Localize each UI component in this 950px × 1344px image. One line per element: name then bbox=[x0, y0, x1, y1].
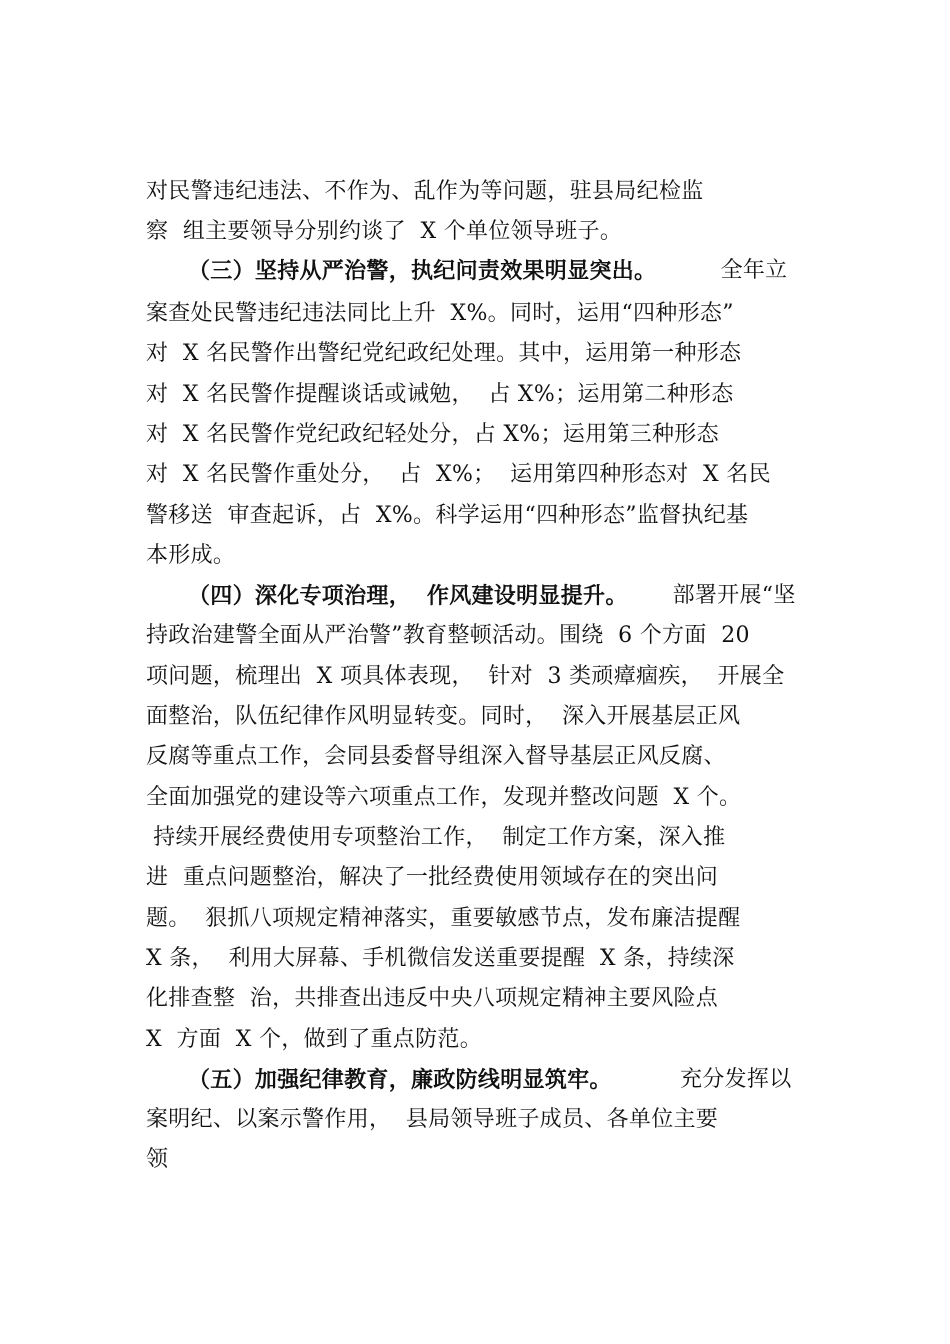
text-line: 持政治建警全面从严治警”教育整顿活动。围绕 6 个方面 20 bbox=[146, 623, 750, 648]
text-line: 部署开展“坚 bbox=[658, 583, 796, 608]
text-line: 反腐等重点工作，会同县委督导组深入督导基层正风反腐、 bbox=[146, 744, 726, 769]
text-line: 本形成。 bbox=[146, 543, 236, 568]
text-line: 面整治，队伍纪律作风明显转变。同时， 深入开展基层正风 bbox=[146, 704, 741, 729]
text-line: 充分发挥以 bbox=[680, 1067, 792, 1092]
text-line: 全年立 bbox=[706, 258, 788, 283]
text-line: X 方面 X 个，做到了重点防范。 bbox=[146, 1027, 482, 1052]
text-line: 对 X 名民警作重处分， 占 X%； 运用第四种形态对 X 名民 bbox=[146, 462, 771, 487]
text-line: 案查处民警违纪违法同比上升 X%。同时，运用“四种形态” bbox=[146, 301, 734, 326]
section-heading-5: （五）加强纪律教育，廉政防线明显筑牢。 bbox=[188, 1067, 612, 1093]
text-line: 案明纪、以案示警作用， 县局领导班子成员、各单位主要 bbox=[146, 1107, 719, 1132]
text-line: 题。 狠抓八项规定精神落实，重要敏感节点，发布廉洁提醒 bbox=[146, 906, 741, 931]
text-line: 进 重点问题整治，解决了一批经费使用领域存在的突出问 bbox=[146, 865, 719, 890]
section-heading-4: （四）深化专项治理， 作风建设明显提升。 bbox=[188, 583, 628, 609]
text-line: 项问题，梳理出 X 项具体表现， 针对 3 类顽瘴痼疾， 开展全 bbox=[146, 664, 785, 689]
text-line: 持续开展经费使用专项整治工作， 制定工作方案，深入推 bbox=[146, 825, 726, 850]
text-line: 察 组主要领导分别约谈了 X 个单位领导班子。 bbox=[146, 219, 623, 244]
text-line: 对 X 名民警作党纪政纪轻处分，占 X%；运用第三种形态 bbox=[146, 422, 719, 447]
section-heading-3: （三）坚持从严治警，执纪问责效果明显突出。 bbox=[188, 258, 657, 284]
text-line: 对 X 名民警作提醒谈话或诫勉， 占 X%；运用第二种形态 bbox=[146, 382, 734, 407]
text-line: 警移送 审查起诉，占 X%。科学运用“四种形态”监督执纪基 bbox=[146, 503, 749, 528]
text-line: 领 bbox=[146, 1147, 169, 1172]
text-line: 化排查整 治，共排查出违反中央八项规定精神主要风险点 bbox=[146, 986, 719, 1011]
text-line: 全面加强党的建设等六项重点工作，发现并整改问题 X 个。 bbox=[146, 785, 742, 810]
text-line: 对民警违纪违法、不作为、乱作为等问题，驻县局纪检监 bbox=[146, 179, 704, 204]
text-line: X 条， 利用大屏幕、手机微信发送重要提醒 X 条，持续深 bbox=[146, 946, 735, 971]
text-line: 对 X 名民警作出警纪党纪政纪处理。其中，运用第一种形态 bbox=[146, 341, 742, 366]
